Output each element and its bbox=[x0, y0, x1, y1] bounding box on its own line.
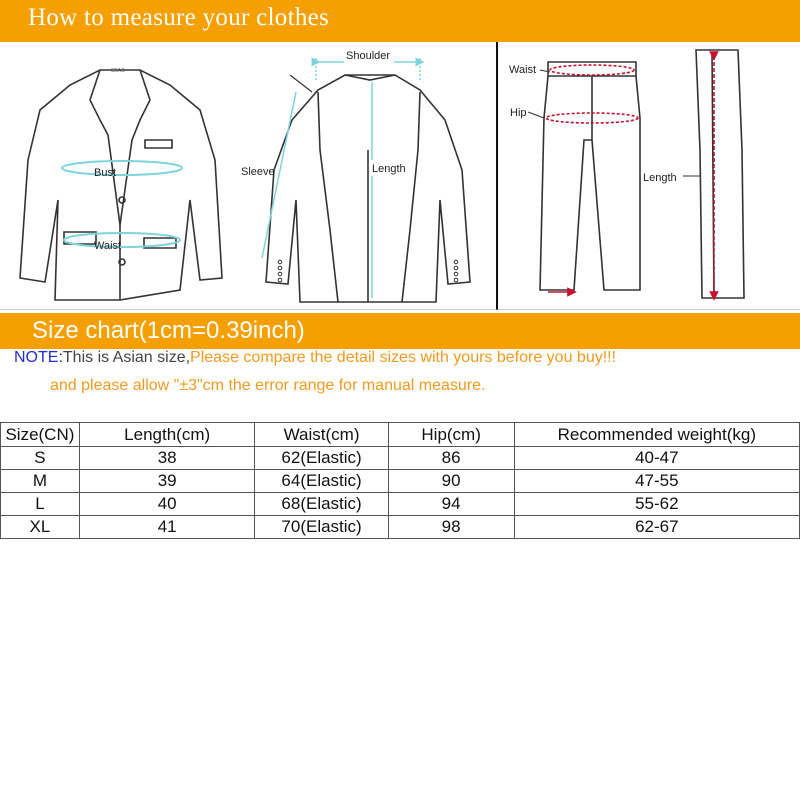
table-row bbox=[1, 493, 800, 516]
pants-side-drawing bbox=[696, 50, 744, 298]
cell-length: 41 bbox=[79, 516, 255, 539]
pants-waist-label: Waist bbox=[509, 64, 537, 76]
jacket-front-drawing bbox=[20, 70, 222, 300]
pants-front-drawing bbox=[540, 62, 640, 290]
header-banner bbox=[0, 0, 800, 42]
hip-pointer bbox=[528, 112, 544, 118]
note-compare: Please compare the detail sizes with yours before you buy!!! bbox=[190, 349, 617, 366]
cell-length: 38 bbox=[79, 447, 255, 470]
jacket-back-measures bbox=[262, 58, 420, 298]
length-label: Length bbox=[372, 163, 406, 175]
note-line-1 bbox=[14, 349, 616, 367]
cell-hip: 90 bbox=[388, 470, 514, 493]
header-size: Size(CN) bbox=[1, 423, 80, 447]
cell-hip: 98 bbox=[388, 516, 514, 539]
brand-logo: SEAC bbox=[111, 68, 125, 74]
cell-size: S bbox=[1, 447, 80, 470]
table-row bbox=[1, 516, 800, 539]
jacket-front-measures bbox=[62, 161, 182, 247]
table-header-row bbox=[1, 423, 800, 447]
note-asian-size: This is Asian size, bbox=[62, 349, 191, 366]
header-hip: Hip(cm) bbox=[388, 423, 514, 447]
cell-size: M bbox=[1, 470, 80, 493]
measurement-illustration bbox=[0, 42, 800, 310]
note-line-2: and please allow "±3"cm the error range for manual measure. bbox=[50, 377, 486, 394]
sleeve-label: Sleeve bbox=[241, 166, 275, 178]
shoulder-pointer bbox=[290, 75, 312, 92]
pants-hip-label: Hip bbox=[510, 107, 527, 119]
pants-length-label: Length bbox=[643, 172, 677, 184]
cell-weight: 62-67 bbox=[514, 516, 799, 539]
note-prefix: NOTE: bbox=[14, 349, 63, 366]
cell-size: XL bbox=[1, 516, 80, 539]
cell-hip: 94 bbox=[388, 493, 514, 516]
cell-hip: 86 bbox=[388, 447, 514, 470]
bust-label: Bust bbox=[94, 167, 117, 179]
cell-weight: 40-47 bbox=[514, 447, 799, 470]
cell-waist: 62(Elastic) bbox=[255, 447, 388, 470]
header-length: Length(cm) bbox=[79, 423, 255, 447]
cell-weight: 55-62 bbox=[514, 493, 799, 516]
size-table bbox=[0, 422, 800, 539]
header-weight: Recommended weight(kg) bbox=[514, 423, 799, 447]
button-row-right bbox=[454, 260, 458, 282]
size-chart-title: Size chart(1cm=0.39inch) bbox=[32, 317, 305, 344]
size-chart-banner bbox=[0, 313, 800, 349]
jacket-back-drawing bbox=[266, 75, 470, 302]
table-row bbox=[1, 447, 800, 470]
cell-waist: 64(Elastic) bbox=[255, 470, 388, 493]
cell-length: 39 bbox=[79, 470, 255, 493]
button-row-left bbox=[278, 260, 282, 282]
cell-length: 40 bbox=[79, 493, 255, 516]
cell-waist: 68(Elastic) bbox=[255, 493, 388, 516]
header-waist: Waist(cm) bbox=[255, 423, 388, 447]
table-row bbox=[1, 470, 800, 493]
cell-size: L bbox=[1, 493, 80, 516]
header-title: How to measure your clothes bbox=[28, 4, 330, 31]
waist-label: Waist bbox=[94, 240, 122, 252]
cell-waist: 70(Elastic) bbox=[255, 516, 388, 539]
cell-weight: 47-55 bbox=[514, 470, 799, 493]
shoulder-label: Shoulder bbox=[346, 50, 391, 62]
